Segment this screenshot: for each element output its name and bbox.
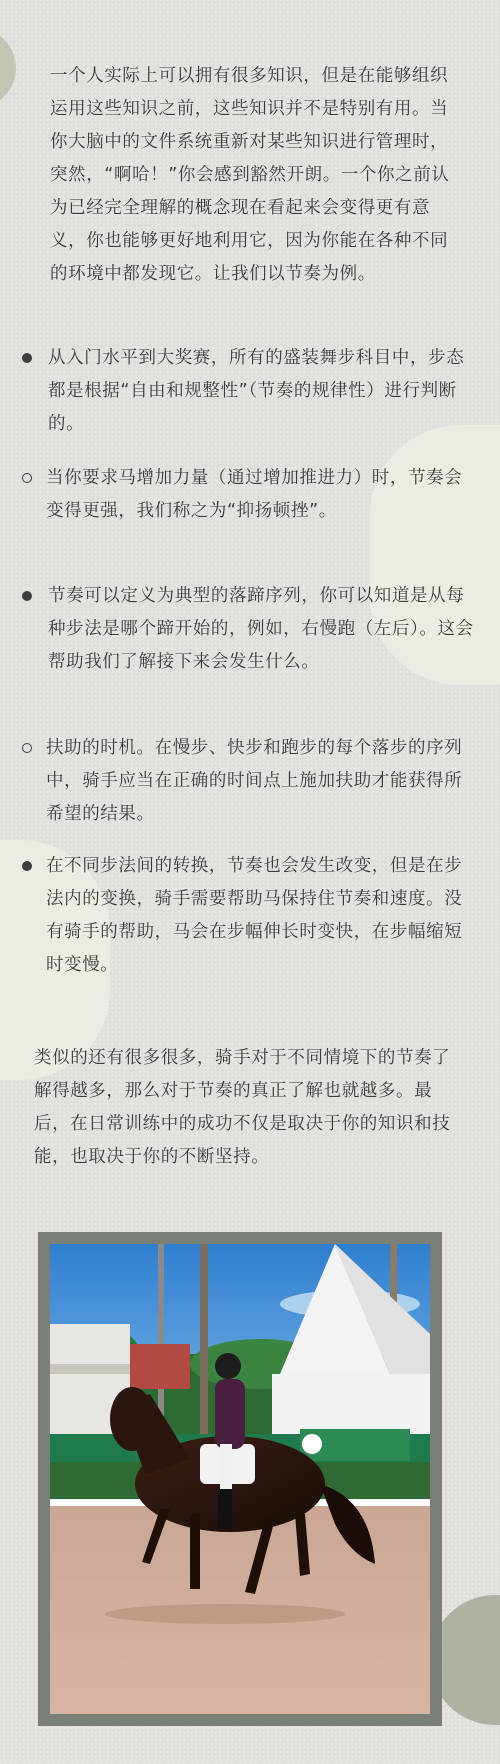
decorative-shape (0, 28, 16, 108)
filled-bullet-icon (22, 861, 32, 871)
bullet-text: 节奏可以定义为典型的落蹄序列，你可以知道是从每种步法是哪个蹄开始的，例如，右慢跑（左后）。这会帮助我们了解接下来会发生什么。 (48, 586, 474, 672)
bullet-text: 当你要求马增加力量（通过增加推进力）时，节奏会变得更强，我们称之为“抑扬顿挫”。 (46, 468, 463, 521)
filled-bullet-icon (22, 353, 32, 363)
bullet-text: 从入门水平到大奖赛，所有的盛装舞步科目中，步态都是根据“自由和规整性”（节奏的规律性）进行判断的。 (48, 348, 465, 434)
filled-bullet-icon (22, 591, 32, 601)
hollow-bullet-icon (22, 473, 32, 483)
hollow-bullet-icon (22, 743, 32, 753)
dressage-horse-photo (50, 1244, 430, 1714)
closing-paragraph: 类似的还有很多很多，骑手对于不同情境下的节奏了解得越多，那么对于节奏的真正了解也就越多。最后，在日常训练中的成功不仅是取决于你的知识和技能，也取决于你的不断坚持。 (34, 1047, 451, 1167)
photo-frame (38, 1232, 442, 1726)
intro-paragraph: 一个人实际上可以拥有很多知识，但是在能够组织运用这些知识之前，这些知识并不是特别有用。当你大脑中的文件系统重新对某些知识进行管理时，突然，“啊哈！”你会感到豁然开朗。一个你之前认为已经完全理解的概念现在看起来会变得更有意义，你也能够更好地利用它，因为你能在各种不同的环境中都发现它。让我们以节奏为例。 (50, 65, 450, 284)
bullet-text: 在不同步法间的转换，节奏也会发生改变，但是在步法内的变换，骑手需要帮助马保持住节奏和速度。没有骑手的帮助，马会在步幅伸长时变快，在步幅缩短时变慢。 (46, 856, 463, 975)
bullet-text: 扶助的时机。在慢步、快步和跑步的每个落步的序列中，骑手应当在正确的时间点上施加扶助才能获得所希望的结果。 (46, 738, 463, 824)
